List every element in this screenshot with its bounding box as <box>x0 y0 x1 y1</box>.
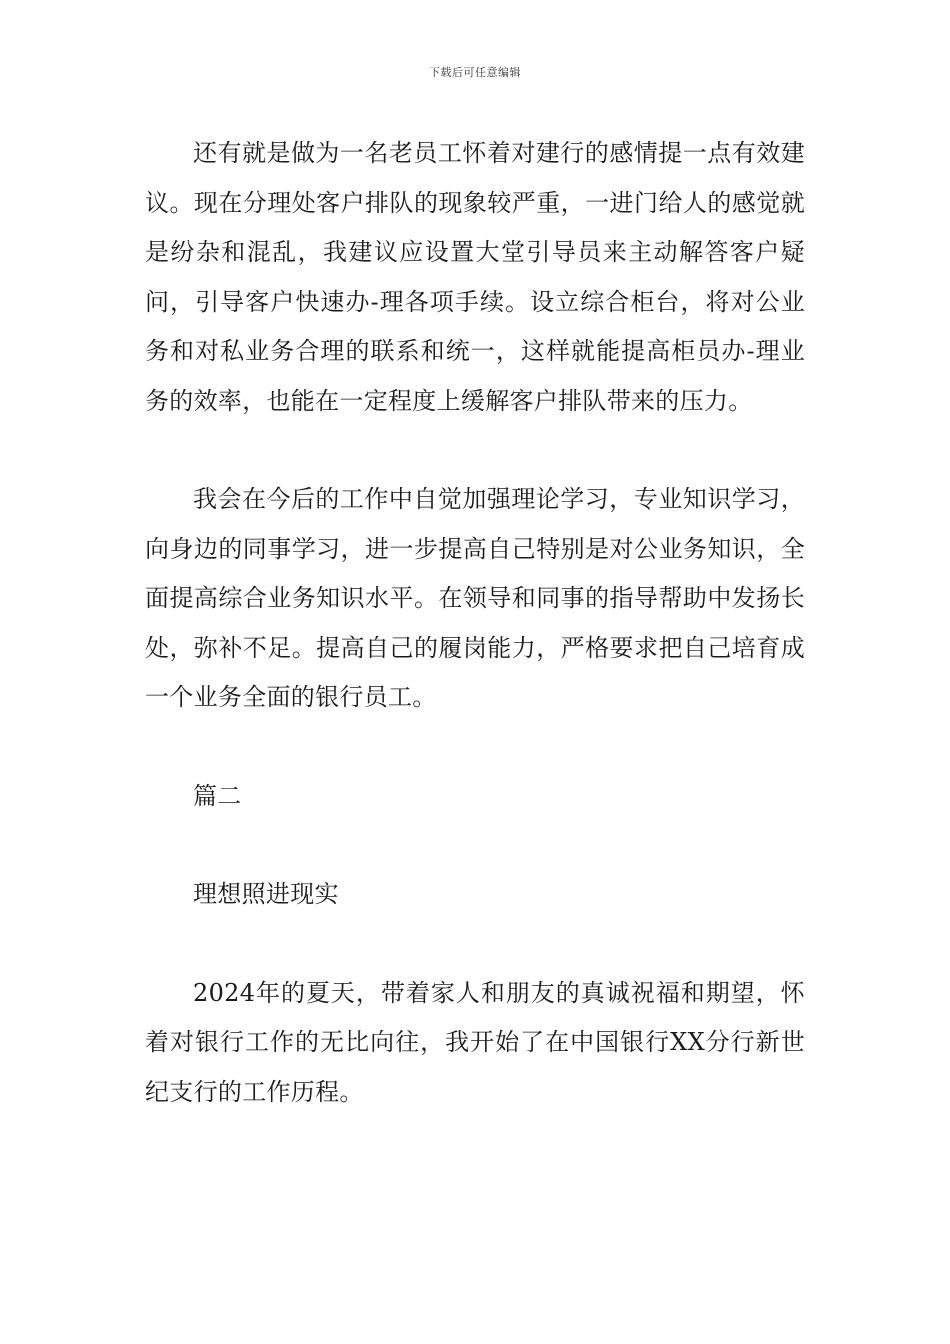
section-heading: 篇二 <box>193 781 242 810</box>
paragraph-study-plan: 我会在今后的工作中自觉加强理论学习，专业知识学习，向身边的同事学习，进一步提高自己特别是对公业务知识，全面提高综合业务知识水平。在领导和同事的指导帮助中发扬长处，弥补不足。提高自己的履岗能力，严格要求把自己培育成一个业务全面的银行员工。 <box>145 485 805 711</box>
page-header-note: 下载后可任意编辑 <box>429 66 521 79</box>
paragraph-suggestion: 还有就是做为一名老员工怀着对建行的感情提一点有效建议。现在分理处客户排队的现象较严重，一进门给人的感觉就是纷杂和混乱，我建议应设置大堂引导员来主动解答客户疑问，引导客户快速办-理各项手续。设立综合柜台，将对公业务和对私业务合理的联系和统一，这样就能提高柜员办-理业务的效率，也能在一定程度上缓解客户排队带来的压力。 <box>145 139 805 415</box>
paragraph-intro: 2024年的夏天，带着家人和朋友的真诚祝福和期望，怀着对银行工作的无比向往，我开始了在中国银行XX分行新世纪支行的工作历程。 <box>145 978 805 1106</box>
document-body <box>145 129 805 1117</box>
section-title: 理想照进现实 <box>193 880 339 908</box>
